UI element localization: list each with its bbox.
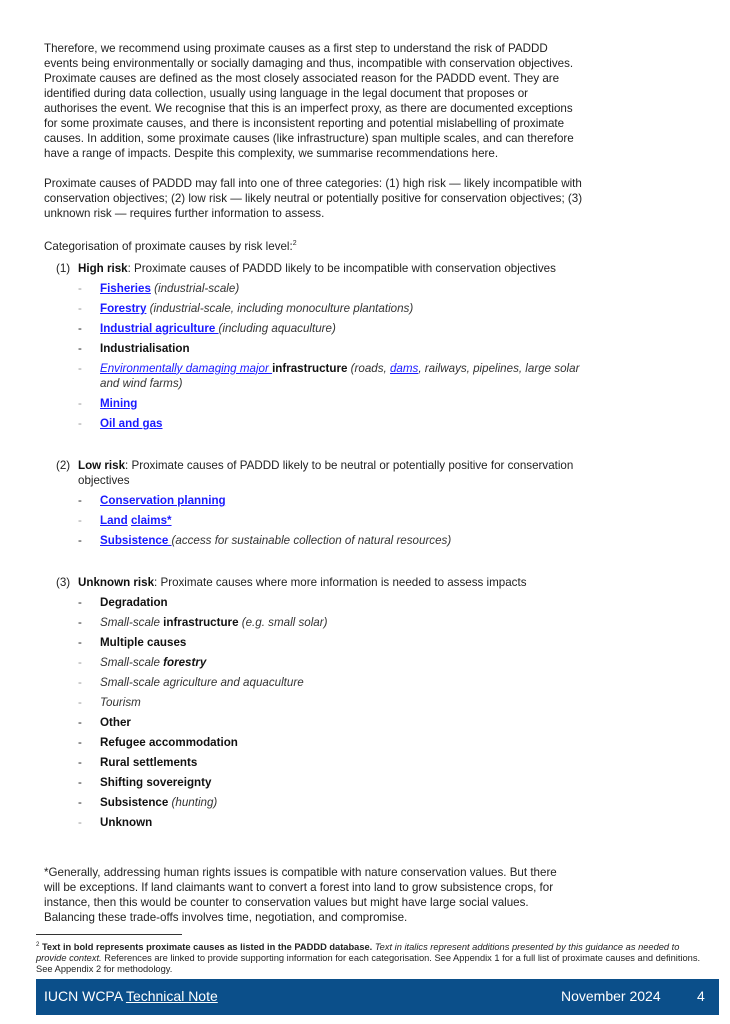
list-item-subsistence-hunting: - Subsistence (hunting) (78, 795, 218, 809)
subsistence-link[interactable]: Subsistence (100, 533, 172, 547)
list-item-fisheries: - Fisheries (industrial-scale) (78, 281, 240, 295)
paragraph-2: Proximate causes of PADDD may fall into one of three categories: (1) high risk — likely incompatible with conservation objectives; (2) low risk — likely neutral or potentially positive for conservation objectives; (3) unknown risk — requires further information to assess. (44, 177, 583, 220)
category-heading: Low risk: Proximate causes of PADDD likely to be neutral or potentially positive for conservation objectives (78, 458, 574, 487)
mining-link[interactable]: Mining (100, 396, 138, 410)
footnote-divider (36, 934, 182, 935)
list-item-forestry: - Forestry (industrial-scale, including monoculture plantations) (78, 301, 414, 315)
list-item-infrastructure: - Environmentally damaging major infrastructure (roads, dams, railways, pipelines, large solar and wind farms) (78, 361, 580, 390)
category-heading: Unknown risk: Proximate causes where more information is needed to assess impacts (78, 575, 527, 589)
category-number: (3) (56, 575, 71, 589)
list-item-small-scale-forestry: - Small-scale forestry (78, 655, 207, 669)
oil-gas-link[interactable]: Oil and gas (100, 416, 163, 430)
page-footer (36, 979, 719, 1015)
category-high-risk (44, 261, 584, 431)
technical-note-link[interactable]: Technical Note (125, 988, 218, 1004)
categorisation-heading: Categorisation of proximate causes by risk level:$^2$ (44, 239, 297, 253)
land-link[interactable]: Land (100, 513, 128, 527)
fisheries-link[interactable]: Fisheries (100, 281, 151, 295)
list-item-industrial-agriculture: - Industrial agriculture (including aquaculture) (78, 321, 336, 335)
category-heading: High risk: Proximate causes of PADDD likely to be incompatible with conservation objectives (78, 261, 556, 275)
conservation-planning-link[interactable]: Conservation planning (100, 493, 226, 507)
list-item-industrialisation: - Industrialisation (78, 341, 190, 355)
human-rights-note: *Generally, addressing human rights issues is compatible with nature conservation values. But there will be exceptions. If land claimants want to convert a forest into land to grow subsistence crops, for instance, then this would be counter to conservation values but might have large social values. Balancing these trade-offs involves time, negotiation, and compromise. (44, 866, 557, 924)
footnote: $^2$ Text in bold represents proximate causes as listed in the PADDD database. Text in italics represent additions presented by this guidance as needed to provide context. References are linked to provide supporting information for each categorisation. See Appendix 1 for a full list of proximate causes and definitions. See Appendix 2 for methodology. (36, 942, 701, 975)
industrial-agriculture-link[interactable]: Industrial agriculture (100, 321, 219, 335)
category-unknown-risk (44, 575, 584, 830)
claims-link[interactable]: claims* (130, 513, 172, 527)
forestry-link[interactable]: Forestry (100, 301, 147, 315)
footer-series: IUCN WCPA Technical Note (44, 988, 218, 1004)
dams-link[interactable]: dams (389, 361, 419, 375)
list-item-mining: - Mining (78, 396, 138, 410)
main-content (44, 41, 584, 835)
category-number: (2) (56, 458, 71, 472)
list-item-tourism: - Tourism (78, 695, 141, 709)
list-item-land-claims: - Land claims* (78, 513, 172, 527)
list-item-unknown: - Unknown (78, 815, 153, 829)
infrastructure-link[interactable]: Environmentally damaging major (100, 361, 273, 375)
paragraph-1: Therefore, we recommend using proximate causes as a first step to understand the risk of PADDD events being environmentally or socially damaging and thus, incompatible with conservation objectives. Proximate causes are defined as the most closely associated reason for the PADDD event. They are identified during data collection, usually using language in the legal document that proposes or authorises the event. We recognise that this is an imperfect proxy, as there are documented exceptions for some proximate causes, and there is inconsistent reporting and potential mislabelling of proximate causes. In addition, some proximate causes (like infrastructure) span multiple scales, and can therefore have a range of impacts. Despite this complexity, we summarise recommendations here. (44, 42, 574, 160)
list-item-degradation: - Degradation (78, 595, 168, 609)
category-low-risk (44, 458, 584, 548)
list-item-small-scale-agriculture: - Small-scale agriculture and aquaculture (78, 675, 304, 689)
list-item-shifting-sovereignty: - Shifting sovereignty (78, 775, 212, 789)
list-item-multiple-causes: - Multiple causes (78, 635, 187, 649)
list-item-small-scale-infrastructure: - Small-scale infrastructure (e.g. small solar) (78, 615, 328, 629)
list-item-rural-settlements: - Rural settlements (78, 755, 198, 769)
list-item-other: - Other (78, 715, 131, 729)
list-item-oil-gas: - Oil and gas (78, 416, 163, 430)
page-number: 4 (697, 988, 705, 1004)
list-item-conservation-planning: - Conservation planning (78, 493, 226, 507)
category-number: (1) (56, 261, 71, 275)
list-item-subsistence: - Subsistence (access for sustainable collection of natural resources) (78, 533, 452, 547)
footer-date: November 2024 (561, 988, 661, 1004)
list-item-refugee: - Refugee accommodation (78, 735, 238, 749)
